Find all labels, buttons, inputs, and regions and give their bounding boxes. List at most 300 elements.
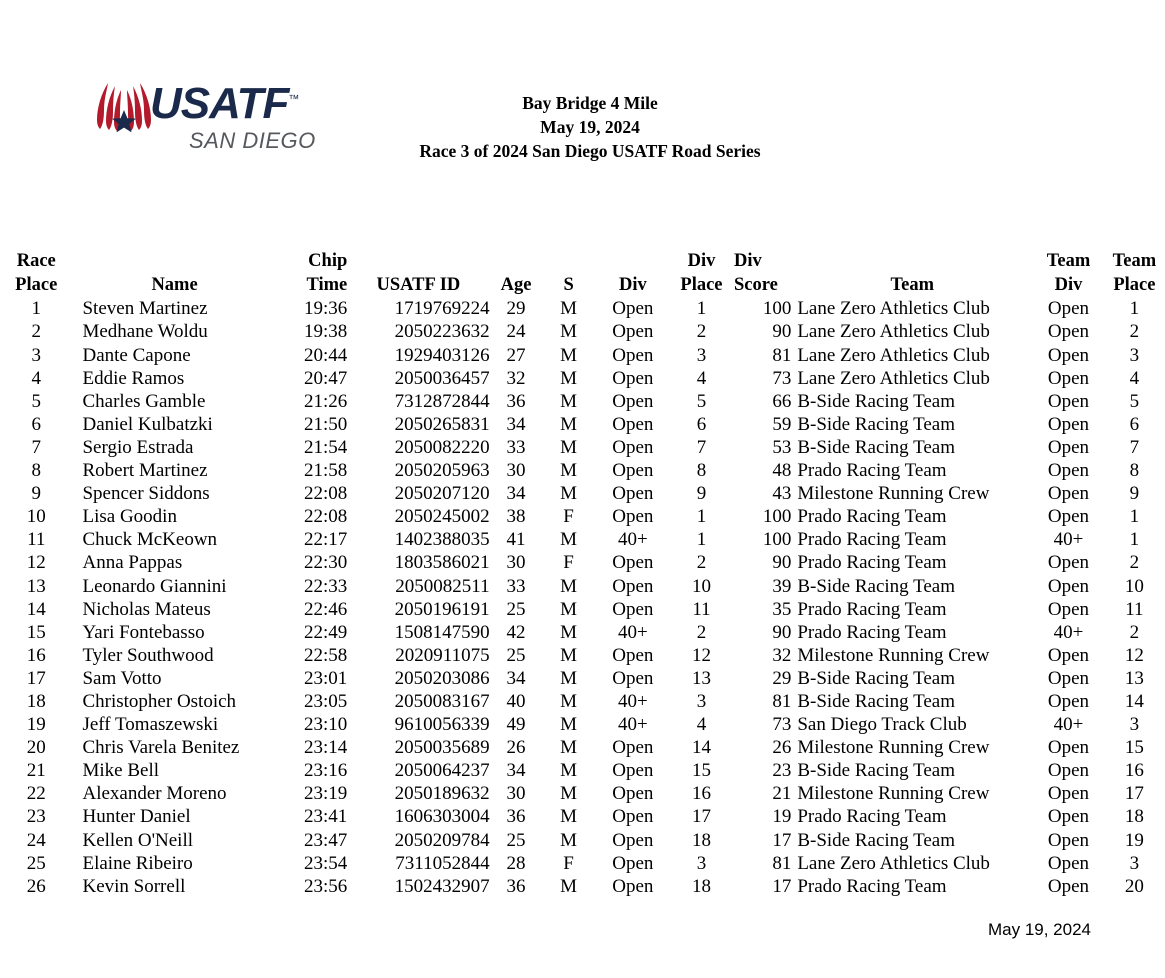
cell-usatf-id: 2050209784	[394, 829, 490, 851]
cell-div-score: 43	[772, 483, 792, 505]
cell-name: Mike Bell	[82, 760, 160, 782]
cell-usatf-id: 2050223632	[394, 321, 490, 343]
table-row	[0, 759, 1165, 782]
cell-chip-time: 20:47	[303, 367, 348, 389]
cell-team-place: 10	[1124, 575, 1144, 597]
cell-div: Open	[612, 390, 654, 412]
cell-team: Prado Racing Team	[797, 806, 947, 828]
cell-div-place: 1	[696, 529, 707, 551]
cell-sex: M	[560, 875, 578, 897]
cell-chip-time: 19:36	[303, 298, 348, 320]
cell-team-div: Open	[1047, 829, 1090, 851]
document-header	[0, 78, 1165, 178]
cell-usatf-id: 1402388035	[394, 529, 490, 551]
cell-usatf-id: 1719769224	[394, 298, 490, 320]
cell-race-place: 3	[31, 344, 41, 366]
cell-name: Kevin Sorrell	[82, 875, 186, 897]
cell-race-place: 10	[26, 506, 46, 528]
event-name: Bay Bridge 4 Mile	[522, 93, 658, 113]
cell-team-place: 16	[1124, 760, 1144, 782]
cell-race-place: 2	[31, 321, 41, 343]
table-row	[0, 344, 1165, 367]
cell-team-place: 7	[1129, 436, 1140, 458]
cell-div-score: 39	[772, 575, 792, 597]
cell-age: 34	[506, 667, 526, 689]
cell-div: 40+	[617, 621, 648, 643]
cell-team-place: 2	[1129, 552, 1140, 574]
cell-div-score: 90	[772, 621, 792, 643]
cell-chip-time: 21:54	[303, 436, 348, 458]
cell-age: 30	[506, 552, 526, 574]
cell-usatf-id: 2050083167	[394, 690, 490, 712]
cell-div-score: 81	[772, 852, 792, 874]
table-row	[0, 528, 1165, 551]
cell-name: Tyler Southwood	[82, 644, 214, 666]
cell-usatf-id: 7311052844	[395, 852, 490, 874]
cell-team-place: 3	[1129, 344, 1140, 366]
cell-div-score: 100	[762, 298, 792, 320]
cell-sex: M	[560, 806, 578, 828]
table-row	[0, 621, 1165, 644]
cell-team-place: 3	[1129, 852, 1140, 874]
header-team: Team	[890, 274, 934, 295]
cell-div-place: 5	[696, 390, 707, 412]
cell-div-place: 18	[691, 829, 711, 851]
cell-usatf-id: 2050265831	[394, 413, 490, 435]
cell-div: Open	[612, 367, 654, 389]
cell-div: Open	[612, 483, 654, 505]
cell-team-div: Open	[1047, 413, 1090, 435]
cell-team: Prado Racing Team	[797, 621, 947, 643]
cell-sex: M	[560, 321, 578, 343]
cell-age: 34	[506, 413, 526, 435]
cell-name: Anna Pappas	[82, 552, 183, 574]
cell-div-place: 3	[696, 344, 707, 366]
cell-sex: F	[563, 506, 574, 528]
cell-name: Charles Gamble	[82, 390, 206, 412]
cell-age: 36	[506, 806, 526, 828]
cell-div-place: 2	[696, 552, 707, 574]
cell-sex: M	[560, 483, 578, 505]
cell-team: Prado Racing Team	[797, 875, 947, 897]
table-row	[0, 413, 1165, 436]
cell-div-score: 19	[772, 806, 792, 828]
cell-team-place: 9	[1129, 483, 1140, 505]
footer-date: May 19, 2024	[987, 920, 1091, 939]
cell-div-place: 2	[696, 321, 707, 343]
results-table-body	[0, 297, 1165, 897]
cell-sex: F	[563, 852, 574, 874]
cell-chip-time: 23:10	[303, 714, 348, 736]
cell-div-score: 26	[772, 737, 792, 759]
cell-race-place: 20	[26, 737, 46, 759]
cell-age: 34	[506, 760, 526, 782]
cell-usatf-id: 2050082511	[395, 575, 490, 597]
cell-div-score: 66	[772, 390, 792, 412]
cell-usatf-id: 2050082220	[394, 436, 490, 458]
cell-div-score: 81	[772, 690, 792, 712]
cell-div: Open	[612, 552, 654, 574]
cell-chip-time: 23:54	[303, 852, 348, 874]
cell-div-place: 4	[696, 367, 707, 389]
results-table-head	[0, 250, 1165, 297]
cell-team: Lane Zero Athletics Club	[797, 344, 990, 366]
race-results-table	[0, 250, 1165, 898]
cell-age: 29	[506, 298, 526, 320]
cell-team-div: Open	[1047, 552, 1090, 574]
cell-chip-time: 21:26	[303, 390, 348, 412]
cell-div-place: 10	[691, 575, 711, 597]
cell-age: 40	[506, 690, 526, 712]
header-team-place: Team Place	[1112, 251, 1157, 295]
cell-team-place: 17	[1124, 783, 1144, 805]
cell-usatf-id: 2050064237	[394, 760, 490, 782]
cell-div: Open	[612, 829, 654, 851]
cell-usatf-id: 1803586021	[394, 552, 490, 574]
table-row	[0, 829, 1165, 852]
cell-div-place: 7	[696, 436, 707, 458]
cell-sex: M	[560, 436, 578, 458]
cell-chip-time: 21:58	[303, 460, 348, 482]
cell-team-place: 14	[1124, 690, 1144, 712]
cell-race-place: 19	[26, 714, 46, 736]
cell-team: Prado Racing Team	[797, 506, 947, 528]
cell-div-score: 29	[772, 667, 792, 689]
cell-age: 38	[506, 506, 526, 528]
cell-sex: M	[560, 598, 578, 620]
cell-div: Open	[612, 667, 654, 689]
cell-div: Open	[612, 436, 654, 458]
table-row	[0, 736, 1165, 759]
cell-sex: M	[560, 529, 578, 551]
cell-race-place: 22	[26, 783, 46, 805]
cell-race-place: 26	[26, 875, 46, 897]
cell-sex: M	[560, 413, 578, 435]
header-name: Name	[151, 274, 198, 295]
cell-sex: F	[563, 552, 574, 574]
cell-div-place: 9	[696, 483, 707, 505]
cell-name: Nicholas Mateus	[82, 598, 211, 620]
cell-team-div: Open	[1047, 783, 1090, 805]
cell-chip-time: 23:16	[303, 760, 348, 782]
cell-div: Open	[612, 298, 654, 320]
cell-race-place: 6	[31, 413, 41, 435]
cell-sex: M	[560, 714, 578, 736]
cell-team: B-Side Racing Team	[797, 760, 956, 782]
cell-team: B-Side Racing Team	[797, 690, 956, 712]
cell-name: Eddie Ramos	[82, 367, 185, 389]
cell-name: Jeff Tomaszewski	[82, 714, 219, 736]
table-row	[0, 390, 1165, 413]
header-race-place: Race Place	[15, 251, 58, 295]
cell-name: Steven Martinez	[82, 298, 208, 320]
cell-team-place: 13	[1124, 667, 1144, 689]
table-row	[0, 367, 1165, 390]
cell-name: Sam Votto	[82, 667, 162, 689]
cell-team-place: 12	[1124, 644, 1144, 666]
cell-team-place: 4	[1129, 367, 1140, 389]
table-row	[0, 320, 1165, 343]
cell-team-place: 15	[1124, 737, 1144, 759]
table-row	[0, 690, 1165, 713]
cell-race-place: 5	[31, 390, 41, 412]
cell-team-place: 6	[1129, 413, 1140, 435]
cell-race-place: 1	[31, 298, 41, 320]
cell-sex: M	[560, 783, 578, 805]
cell-chip-time: 20:44	[303, 344, 348, 366]
cell-div-score: 21	[772, 783, 792, 805]
table-row	[0, 297, 1165, 320]
cell-team: Prado Racing Team	[797, 529, 947, 551]
cell-age: 30	[506, 460, 526, 482]
cell-chip-time: 23:56	[303, 875, 348, 897]
cell-div: 40+	[617, 714, 648, 736]
cell-chip-time: 22:58	[303, 644, 348, 666]
table-row	[0, 459, 1165, 482]
logo-subtitle: SAN DIEGO	[189, 128, 316, 153]
cell-team-div: Open	[1047, 321, 1090, 343]
cell-div-place: 14	[691, 737, 711, 759]
cell-team-div: Open	[1047, 852, 1090, 874]
cell-div: Open	[612, 644, 654, 666]
cell-age: 25	[506, 829, 526, 851]
cell-age: 36	[506, 390, 526, 412]
cell-team: Milestone Running Crew	[797, 737, 990, 759]
cell-name: Dante Capone	[82, 344, 191, 366]
cell-age: 24	[506, 321, 526, 343]
cell-team-place: 19	[1124, 829, 1144, 851]
cell-team: San Diego Track Club	[797, 714, 967, 736]
cell-team-place: 1	[1129, 298, 1140, 320]
cell-team-div: Open	[1047, 690, 1090, 712]
cell-age: 28	[506, 852, 526, 874]
table-row	[0, 505, 1165, 528]
table-row	[0, 644, 1165, 667]
cell-usatf-id: 2050205963	[394, 460, 490, 482]
cell-team: B-Side Racing Team	[797, 390, 956, 412]
cell-div: Open	[612, 737, 654, 759]
cell-name: Kellen O'Neill	[82, 829, 194, 851]
cell-chip-time: 23:01	[303, 667, 348, 689]
cell-race-place: 25	[26, 852, 46, 874]
cell-name: Chris Varela Benitez	[82, 737, 240, 759]
event-date: May 19, 2024	[540, 116, 640, 137]
cell-div: 40+	[617, 529, 648, 551]
cell-div: Open	[612, 344, 654, 366]
event-title-block	[330, 92, 850, 163]
header-team-div: Team Div	[1046, 251, 1091, 295]
cell-team-div: Open	[1047, 644, 1090, 666]
cell-team-div: Open	[1047, 367, 1090, 389]
cell-div-place: 1	[696, 298, 707, 320]
cell-div-score: 17	[772, 875, 792, 897]
cell-div-score: 23	[772, 760, 792, 782]
cell-chip-time: 22:30	[303, 552, 348, 574]
cell-usatf-id: 1929403126	[394, 344, 490, 366]
cell-chip-time: 21:50	[303, 413, 348, 435]
cell-div: Open	[612, 783, 654, 805]
cell-div: Open	[612, 760, 654, 782]
cell-div-place: 17	[691, 806, 711, 828]
cell-team-div: Open	[1047, 575, 1090, 597]
table-row	[0, 551, 1165, 574]
cell-age: 42	[506, 621, 526, 643]
cell-name: Hunter Daniel	[82, 806, 191, 828]
table-row	[0, 805, 1165, 828]
cell-div-place: 12	[691, 644, 711, 666]
cell-div-place: 6	[696, 413, 707, 435]
cell-usatf-id: 2050035689	[394, 737, 490, 759]
table-row	[0, 598, 1165, 621]
cell-team: B-Side Racing Team	[797, 413, 956, 435]
cell-usatf-id: 2050036457	[394, 367, 490, 389]
cell-div: Open	[612, 598, 654, 620]
cell-team-div: 40+	[1053, 621, 1084, 643]
cell-team-place: 18	[1124, 806, 1144, 828]
cell-chip-time: 22:46	[303, 598, 348, 620]
cell-chip-time: 22:08	[303, 506, 348, 528]
cell-team-place: 2	[1129, 621, 1140, 643]
cell-chip-time: 23:19	[303, 783, 348, 805]
cell-team-div: Open	[1047, 806, 1090, 828]
cell-age: 33	[506, 575, 526, 597]
cell-div: Open	[612, 575, 654, 597]
cell-race-place: 4	[31, 367, 41, 389]
cell-usatf-id: 1508147590	[394, 621, 490, 643]
cell-team-div: Open	[1047, 390, 1090, 412]
cell-sex: M	[560, 460, 578, 482]
cell-div-place: 13	[691, 667, 711, 689]
cell-age: 34	[506, 483, 526, 505]
cell-team-place: 5	[1129, 390, 1140, 412]
cell-chip-time: 22:49	[303, 621, 348, 643]
cell-sex: M	[560, 644, 578, 666]
cell-team-div: Open	[1047, 667, 1090, 689]
cell-race-place: 8	[31, 460, 41, 482]
header-div: Div	[618, 274, 647, 295]
table-row	[0, 482, 1165, 505]
cell-div-place: 1	[696, 506, 707, 528]
cell-team: Lane Zero Athletics Club	[797, 367, 990, 389]
cell-name: Elaine Ribeiro	[82, 852, 193, 874]
cell-team-div: Open	[1047, 875, 1090, 897]
cell-name: Christopher Ostoich	[82, 690, 237, 712]
cell-sex: M	[560, 829, 578, 851]
cell-usatf-id: 1606303004	[394, 806, 490, 828]
cell-div-place: 18	[691, 875, 711, 897]
cell-sex: M	[560, 367, 578, 389]
cell-age: 30	[506, 783, 526, 805]
cell-div-score: 35	[772, 598, 792, 620]
cell-sex: M	[560, 621, 578, 643]
cell-chip-time: 22:33	[303, 575, 348, 597]
cell-race-place: 9	[31, 483, 41, 505]
cell-chip-time: 23:41	[303, 806, 348, 828]
event-series: Race 3 of 2024 San Diego USATF Road Series	[419, 140, 761, 161]
cell-team-div: 40+	[1053, 714, 1084, 736]
cell-usatf-id: 2050196191	[394, 598, 490, 620]
cell-div-place: 11	[692, 598, 711, 620]
cell-chip-time: 19:38	[303, 321, 348, 343]
cell-chip-time: 23:47	[303, 829, 348, 851]
cell-div: Open	[612, 852, 654, 874]
cell-div-score: 17	[772, 829, 792, 851]
cell-team-place: 2	[1129, 321, 1140, 343]
cell-race-place: 18	[26, 690, 46, 712]
cell-usatf-id: 2050207120	[394, 483, 490, 505]
cell-div-score: 81	[772, 344, 792, 366]
cell-race-place: 23	[26, 806, 46, 828]
cell-team: Lane Zero Athletics Club	[797, 298, 990, 320]
cell-team-div: Open	[1047, 298, 1090, 320]
cell-team: Milestone Running Crew	[797, 483, 990, 505]
usatf-san-diego-logo	[88, 78, 318, 168]
cell-race-place: 14	[26, 598, 46, 620]
cell-team-place: 1	[1129, 529, 1140, 551]
cell-race-place: 24	[26, 829, 46, 851]
cell-div-score: 100	[762, 529, 792, 551]
cell-div-place: 15	[691, 760, 711, 782]
cell-team: Milestone Running Crew	[797, 644, 990, 666]
cell-name: Yari Fontebasso	[82, 621, 205, 643]
cell-chip-time: 22:08	[303, 483, 348, 505]
cell-team: Milestone Running Crew	[797, 783, 990, 805]
cell-race-place: 16	[26, 644, 46, 666]
cell-team: B-Side Racing Team	[797, 829, 956, 851]
cell-team-place: 20	[1124, 875, 1144, 897]
results-header-row	[0, 250, 1165, 297]
cell-div: Open	[612, 806, 654, 828]
cell-team-place: 1	[1129, 506, 1140, 528]
cell-age: 41	[506, 529, 526, 551]
table-row	[0, 574, 1165, 597]
cell-sex: M	[560, 760, 578, 782]
cell-name: Daniel Kulbatzki	[82, 413, 213, 435]
cell-div: Open	[612, 875, 654, 897]
cell-chip-time: 22:17	[303, 529, 348, 551]
cell-div-score: 73	[772, 367, 792, 389]
table-row	[0, 667, 1165, 690]
usatf-wordmark	[150, 79, 300, 128]
cell-race-place: 7	[31, 436, 41, 458]
cell-team-div: Open	[1047, 598, 1090, 620]
cell-team-div: Open	[1047, 760, 1090, 782]
cell-div-place: 16	[691, 783, 711, 805]
cell-name: Chuck McKeown	[82, 529, 218, 551]
cell-sex: M	[560, 344, 578, 366]
cell-sex: M	[560, 298, 578, 320]
table-row	[0, 713, 1165, 736]
table-row	[0, 875, 1165, 898]
cell-usatf-id: 2020911075	[395, 644, 490, 666]
cell-team-div: Open	[1047, 506, 1090, 528]
cell-div-place: 8	[696, 460, 707, 482]
cell-div-score: 90	[772, 552, 792, 574]
header-usatf-id: USATF ID	[376, 274, 461, 295]
cell-div-score: 53	[772, 436, 792, 458]
cell-race-place: 13	[26, 575, 46, 597]
cell-usatf-id: 1502432907	[394, 875, 490, 897]
cell-race-place: 21	[26, 760, 46, 782]
cell-div-place: 3	[696, 690, 707, 712]
cell-team-place: 11	[1125, 598, 1144, 620]
cell-team-div: Open	[1047, 483, 1090, 505]
cell-team: Lane Zero Athletics Club	[797, 852, 990, 874]
cell-name: Leonardo Giannini	[82, 575, 227, 597]
cell-sex: M	[560, 690, 578, 712]
cell-team: B-Side Racing Team	[797, 436, 956, 458]
cell-team-div: Open	[1047, 737, 1090, 759]
